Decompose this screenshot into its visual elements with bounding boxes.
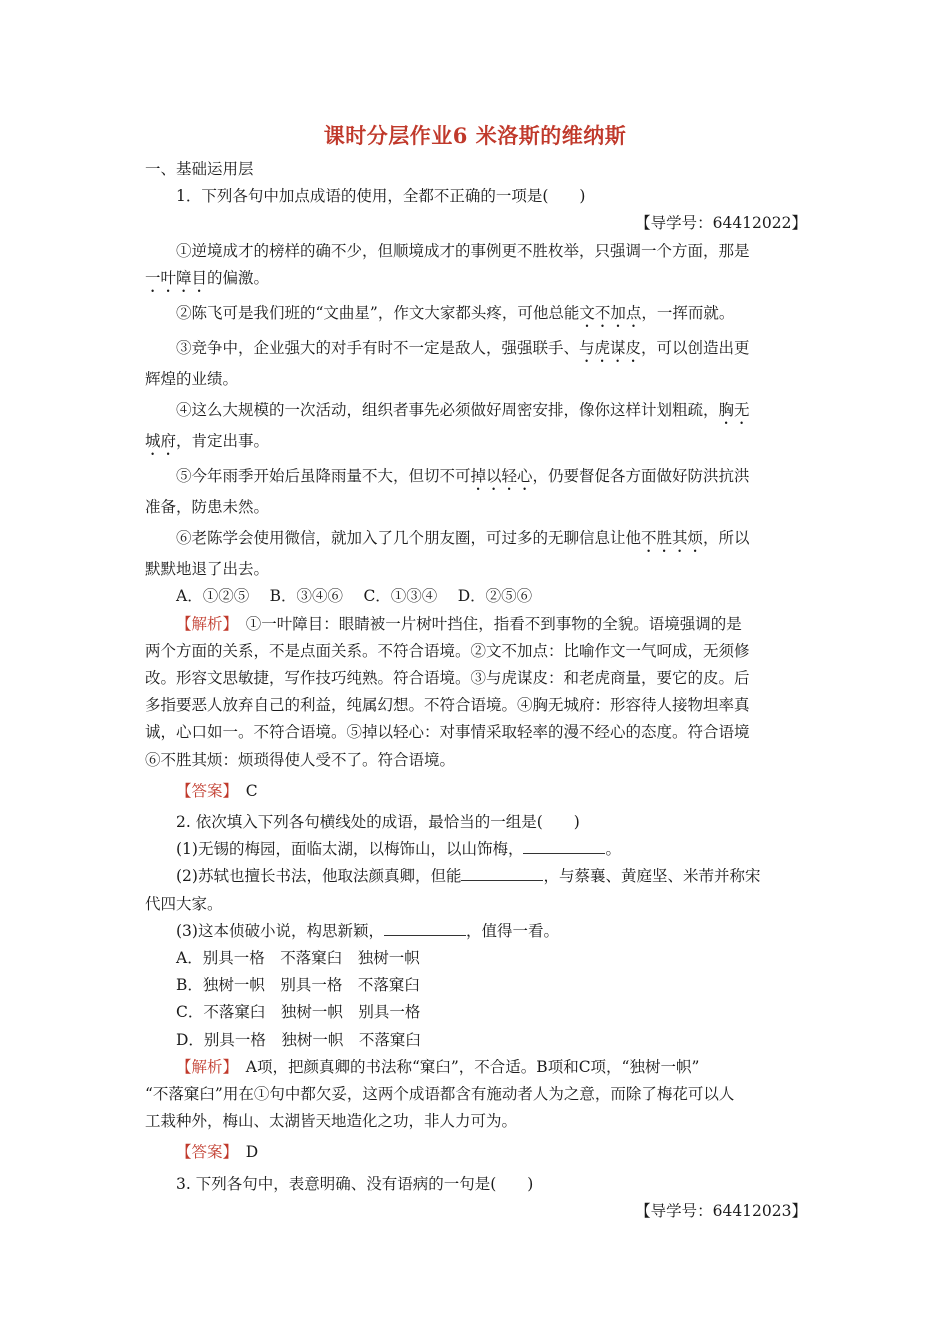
dotted-idiom: 一叶障目 [145,268,208,287]
q1-options: A．①②⑤ B．③④⑥ C．①③④ D．②⑤⑥ [176,587,533,606]
q2-answer: 【答案】 D [176,1143,259,1162]
q2-analysis: 【解析】 A项，把颜真卿的书法称“窠臼”，不合适。B项和C项，“独树一帜” [176,1057,700,1076]
dotted-idiom: 文不加点 [579,303,642,322]
fill-blank [384,921,466,936]
q1-sentence-2: ②陈飞可是我们班的“文曲星”，作文大家都头疼，可他总能文不加点，一挥而就。 [176,303,735,322]
q1-sentence-4-cont: 城府，肯定出事。 [145,432,270,451]
section-heading: 一、基础运用层 [145,160,254,178]
q2-option-d: D．别具一格 独树一帜 不落窠臼 [176,1030,421,1049]
q1-sentence-5: ⑤今年雨季开始后虽降雨量不大，但切不可掉以轻心，仍要督促各方面做好防洪抗洪 [176,467,750,486]
q1-sentence-3: ③竞争中，企业强大的对手有时不一定是敌人，强强联手、与虎谋皮，可以创造出更 [176,338,750,357]
q1-analysis-line: 诚，心口如一。不符合语境。⑤掉以轻心：对事情采取轻率的漫不经心的态度。符合语境 [145,723,750,742]
q2-sentence-3: (3)这本侦破小说，构思新颖， ，值得一看。 [176,921,559,940]
guide-number-1: 【导学号：64412022】 [635,214,807,233]
document-body [145,156,807,1225]
q2-sentence-1: (1)无锡的梅园，面临太湖，以梅饰山，以山饰梅， 。 [176,840,621,859]
q2-option-b: B．独树一帜 别具一格 不落窠臼 [176,976,420,995]
q2-analysis-line: 工栽种外，梅山、太湖皆天地造化之功，非人力可为。 [145,1112,518,1131]
q1-analysis-line: ⑥不胜其烦：烦琐得使人受不了。符合语境。 [145,750,456,769]
q1-sentence-1: ①逆境成才的榜样的确不少，但顺境成才的事例更不胜枚举，只强调一个方面，那是 [176,241,750,260]
dotted-idiom: 胸无 [718,401,750,420]
dotted-idiom: 与虎谋皮 [579,338,642,357]
question-3-stem: 3. 下列各句中，表意明确、没有语病的一句是( ) [176,1174,534,1193]
analysis-label: 【解析】 [176,614,231,633]
q2-option-a: A．别具一格 不落窠臼 独树一帜 [176,949,420,968]
q1-sentence-6-cont: 默默地退了出去。 [145,560,270,579]
q1-sentence-3-cont: 辉煌的业绩。 [145,369,239,388]
q1-analysis-line: 两个方面的关系，不是点面关系。不符合语境。②文不加点：比喻作文一气呵成，无须修 [145,641,750,660]
q1-sentence-4: ④这么大规模的一次活动，组织者事先必须做好周密安排，像你这样计划粗疏，胸无 [176,401,750,420]
dotted-idiom: 不胜其烦 [641,529,704,548]
analysis-label: 【解析】 [176,1057,231,1076]
question-2-stem: 2. 依次填入下列各句横线处的成语，最恰当的一组是( ) [176,813,580,832]
q2-option-c: C．不落窠臼 独树一帜 别具一格 [176,1003,421,1022]
q1-analysis-line: 多指要恶人放弃自己的利益，纯属幻想。不符合语境。④胸无城府：形容待人接物坦率真 [145,696,750,715]
question-1-stem: 1．下列各句中加点成语的使用，全都不正确的一项是( ) [176,187,586,206]
q1-sentence-5-cont: 准备，防患未然。 [145,498,270,517]
fill-blank [523,839,605,854]
q2-sentence-2-cont: 代四大家。 [145,894,223,913]
q1-sentence-1-cont: 一叶障目的偏激。 [145,268,270,287]
q2-sentence-2: (2)苏轼也擅长书法，他取法颜真卿，但能 ，与蔡襄、黄庭坚、米芾并称宋 [176,867,761,886]
q1-analysis-line: 改。形容文思敏捷，写作技巧纯熟。符合语境。③与虎谋皮：和老虎商量，要它的皮。后 [145,669,750,688]
fill-blank [461,866,543,881]
q1-analysis: 【解析】 ①一叶障目：眼睛被一片树叶挡住，指看不到事物的全貌。语境强调的是 [176,614,742,633]
answer-label: 【答案】 [176,1143,231,1162]
answer-label: 【答案】 [176,781,231,800]
q2-analysis-line: “不落窠臼”用在①句中都欠妥，这两个成语都含有施动者人为之意，而除了梅花可以人 [145,1085,735,1104]
guide-number-2: 【导学号：64412023】 [635,1201,807,1220]
dotted-idiom: 城府 [145,432,177,451]
q1-answer: 【答案】 C [176,781,258,800]
dotted-idiom: 掉以轻心 [470,467,533,486]
q1-sentence-6: ⑥老陈学会使用微信，就加入了几个朋友圈，可过多的无聊信息让他不胜其烦，所以 [176,529,750,548]
page-title: 课时分层作业6 米洛斯的维纳斯 [323,123,627,148]
